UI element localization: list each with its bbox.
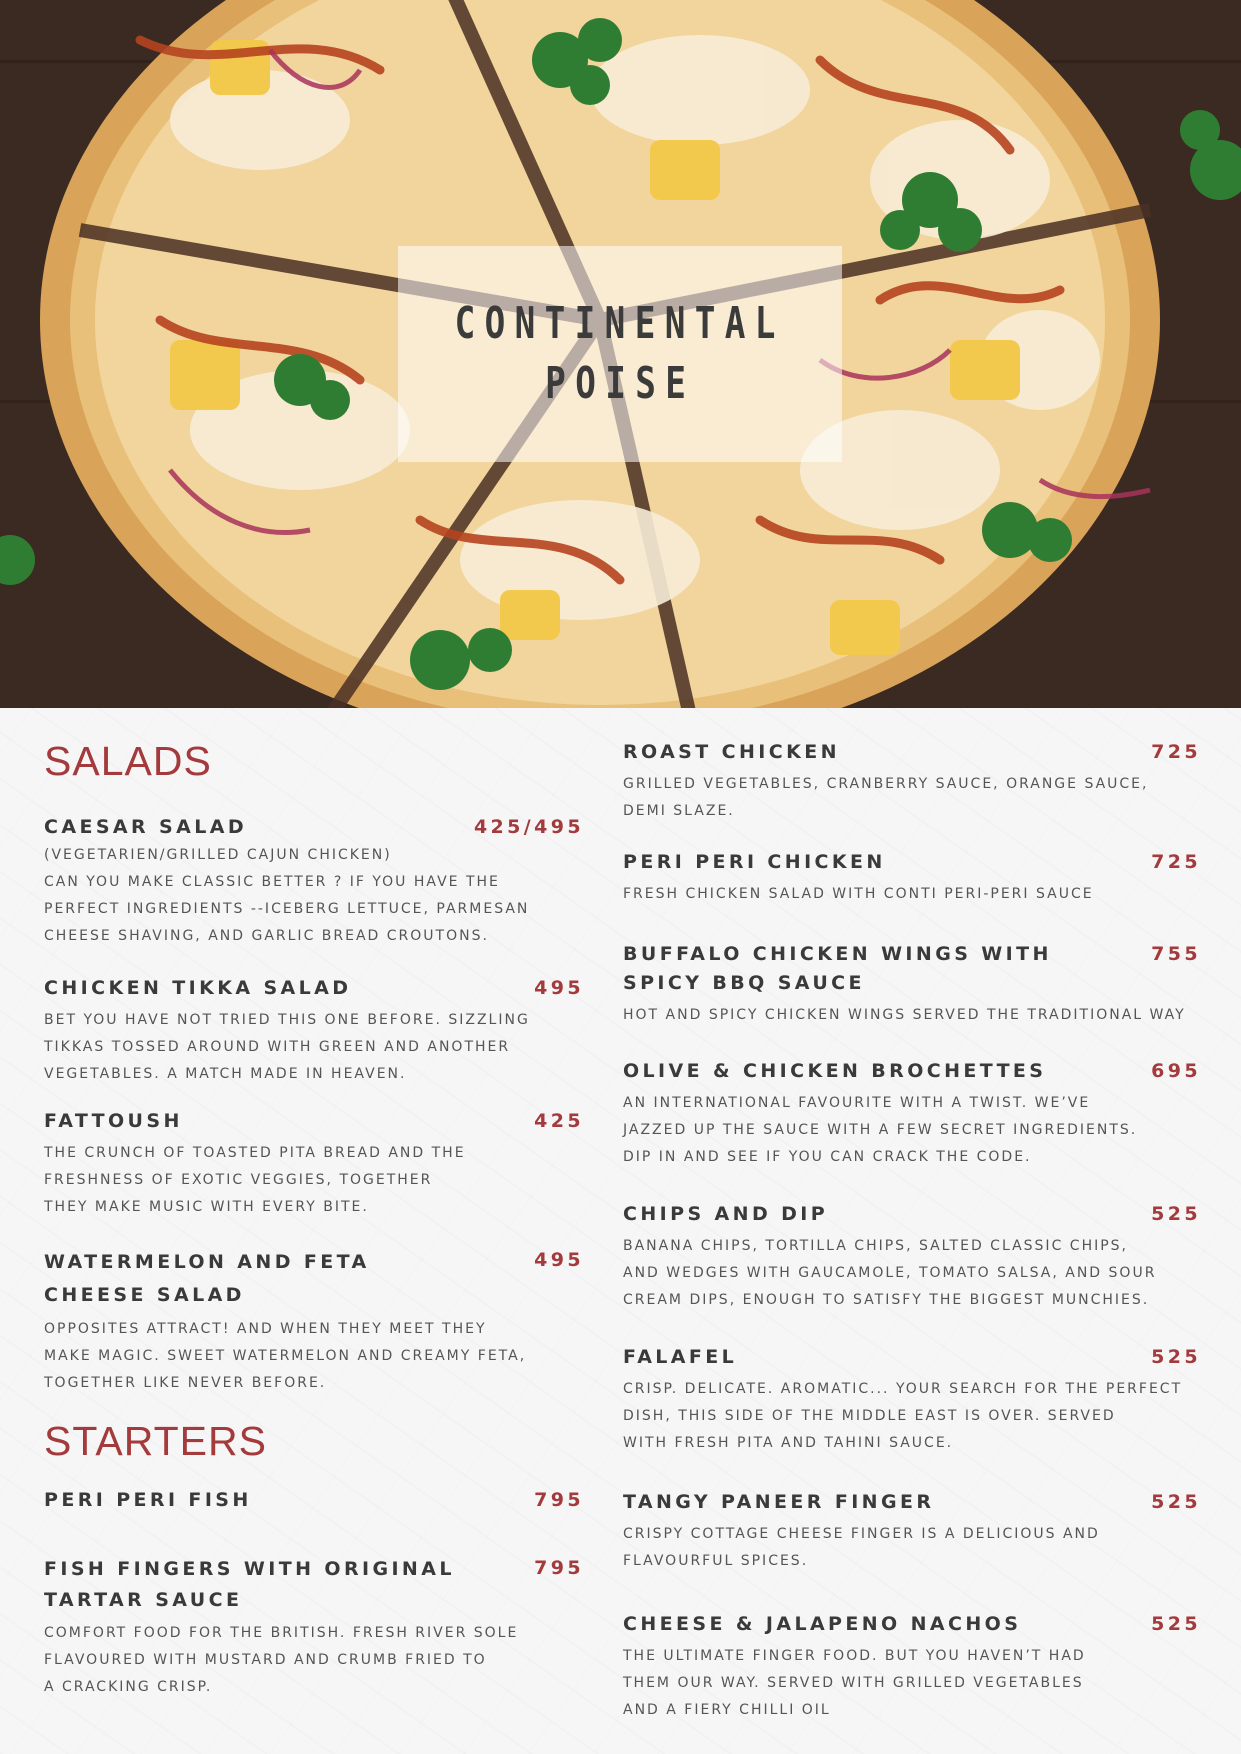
item-description: CRISPY COTTAGE CHEESE FINGER IS A DELICIOUS AND FLAVOURFUL SPICES. — [623, 1526, 1100, 1569]
item-price: 525 — [1151, 1613, 1201, 1635]
item-name: FATTOUSH — [44, 1110, 183, 1132]
menu-item-cheese-jalapeno-nachos — [623, 1610, 1201, 1724]
item-name: FISH FINGERS WITH ORIGINAL TARTAR SAUCE — [44, 1558, 455, 1611]
menu-item-peri-peri-chicken — [623, 848, 1201, 908]
item-price: 695 — [1151, 1060, 1201, 1082]
item-description: GRILLED VEGETABLES, CRANBERRY SAUCE, ORANGE SAUCE, DEMI SLAZE. — [623, 776, 1149, 819]
item-price: 755 — [1151, 943, 1201, 965]
item-price: 425/495 — [473, 816, 584, 838]
item-name: CHICKEN TIKKA SALAD — [44, 977, 352, 999]
item-price: 795 — [534, 1557, 584, 1579]
item-description: (VEGETARIEN/GRILLED CAJUN CHICKEN) CAN YOU MAKE CLASSIC BETTER ? IF YOU HAVE THE PERFECT INGREDIENTS --ICEBERG LETTUCE, PARMESAN CHEESE SHAVING, AND GARLIC BREAD CROUTONS. — [44, 847, 530, 944]
item-name: CAESAR SALAD — [44, 816, 248, 838]
item-name: PERI PERI FISH — [44, 1489, 252, 1511]
item-price: 525 — [1151, 1346, 1201, 1368]
item-description: AN INTERNATIONAL FAVOURITE WITH A TWIST. WE’VE JAZZED UP THE SAUCE WITH A FEW SECRET INGREDIENTS. DIP IN AND SEE IF YOU CAN CRACK THE CODE. — [623, 1095, 1138, 1165]
item-description: THE CRUNCH OF TOASTED PITA BREAD AND THE FRESHNESS OF EXOTIC VEGGIES, TOGETHER THEY MAKE MUSIC WITH EVERY BITE. — [44, 1145, 466, 1215]
hero-image — [0, 0, 1241, 708]
item-price: 525 — [1151, 1491, 1201, 1513]
item-price: 795 — [534, 1489, 584, 1511]
item-name: CHIPS AND DIP — [623, 1203, 829, 1225]
item-description: CRISP. DELICATE. AROMATIC... YOUR SEARCH FOR THE PERFECT DISH, THIS SIDE OF THE MIDDLE EAST IS OVER. SERVED WITH FRESH PITA AND TAHINI SAUCE. — [623, 1381, 1183, 1451]
menu-body — [0, 708, 1241, 1754]
menu-item-chips-and-dip — [623, 1200, 1201, 1314]
menu-item-fattoush — [44, 1107, 584, 1221]
item-name: BUFFALO CHICKEN WINGS WITH SPICY BBQ SAUCE — [623, 943, 1052, 994]
title-box — [398, 246, 842, 462]
item-price: 495 — [534, 1249, 584, 1271]
item-name: OLIVE & CHICKEN BROCHETTES — [623, 1060, 1047, 1082]
item-name: ROAST CHICKEN — [623, 741, 840, 763]
item-name: CHEESE & JALAPENO NACHOS — [623, 1613, 1022, 1635]
item-price: 525 — [1151, 1203, 1201, 1225]
menu-item-peri-peri-fish — [44, 1486, 584, 1515]
menu-item-watermelon-feta — [44, 1246, 584, 1397]
menu-item-roast-chicken — [623, 738, 1201, 825]
item-price: 495 — [534, 977, 584, 999]
menu-item-chicken-tikka-salad — [44, 974, 584, 1088]
item-description: FRESH CHICKEN SALAD WITH CONTI PERI-PERI SAUCE — [623, 886, 1094, 902]
item-description: BANANA CHIPS, TORTILLA CHIPS, SALTED CLASSIC CHIPS, AND WEDGES WITH GAUCAMOLE, TOMATO SALSA, AND SOUR CREAM DIPS, ENOUGH TO SATISFY THE BIGGEST MUNCHIES. — [623, 1238, 1157, 1308]
item-description: THE ULTIMATE FINGER FOOD. BUT YOU HAVEN’T HAD THEM OUR WAY. SERVED WITH GRILLED VEGETABLES AND A FIERY CHILLI OIL — [623, 1648, 1086, 1718]
item-price: 725 — [1151, 741, 1201, 763]
item-name: FALAFEL — [623, 1346, 738, 1368]
item-name: PERI PERI CHICKEN — [623, 851, 886, 873]
menu-item-caesar-salad — [44, 813, 584, 950]
menu-item-buffalo-wings — [623, 940, 1201, 1029]
item-description: OPPOSITES ATTRACT! AND WHEN THEY MEET THEY MAKE MAGIC. SWEET WATERMELON AND CREAMY FETA, TOGETHER LIKE NEVER BEFORE. — [44, 1321, 527, 1391]
restaurant-title-line1: CONTINENTAL — [454, 298, 786, 349]
section-title-salads: SALADS — [44, 738, 212, 784]
item-description: COMFORT FOOD FOR THE BRITISH. FRESH RIVER SOLE FLAVOURED WITH MUSTARD AND CRUMB FRIED TO A CRACKING CRISP. — [44, 1625, 519, 1695]
item-price: 425 — [534, 1110, 584, 1132]
item-name: TANGY PANEER FINGER — [623, 1491, 935, 1513]
menu-item-fish-fingers — [44, 1554, 584, 1701]
menu-item-tangy-paneer-finger — [623, 1488, 1201, 1575]
item-description: BET YOU HAVE NOT TRIED THIS ONE BEFORE. SIZZLING TIKKAS TOSSED AROUND WITH GREEN AND ANOTHER VEGETABLES. A MATCH MADE IN HEAVEN. — [44, 1012, 530, 1082]
item-price: 725 — [1151, 851, 1201, 873]
item-name: WATERMELON AND FETA CHEESE SALAD — [44, 1251, 370, 1306]
menu-item-olive-chicken-brochettes — [623, 1057, 1201, 1171]
restaurant-title-line2: POISE — [544, 358, 696, 409]
section-title-starters: STARTERS — [44, 1418, 267, 1464]
item-description: HOT AND SPICY CHICKEN WINGS SERVED THE TRADITIONAL WAY — [623, 1007, 1186, 1023]
menu-item-falafel — [623, 1343, 1201, 1457]
